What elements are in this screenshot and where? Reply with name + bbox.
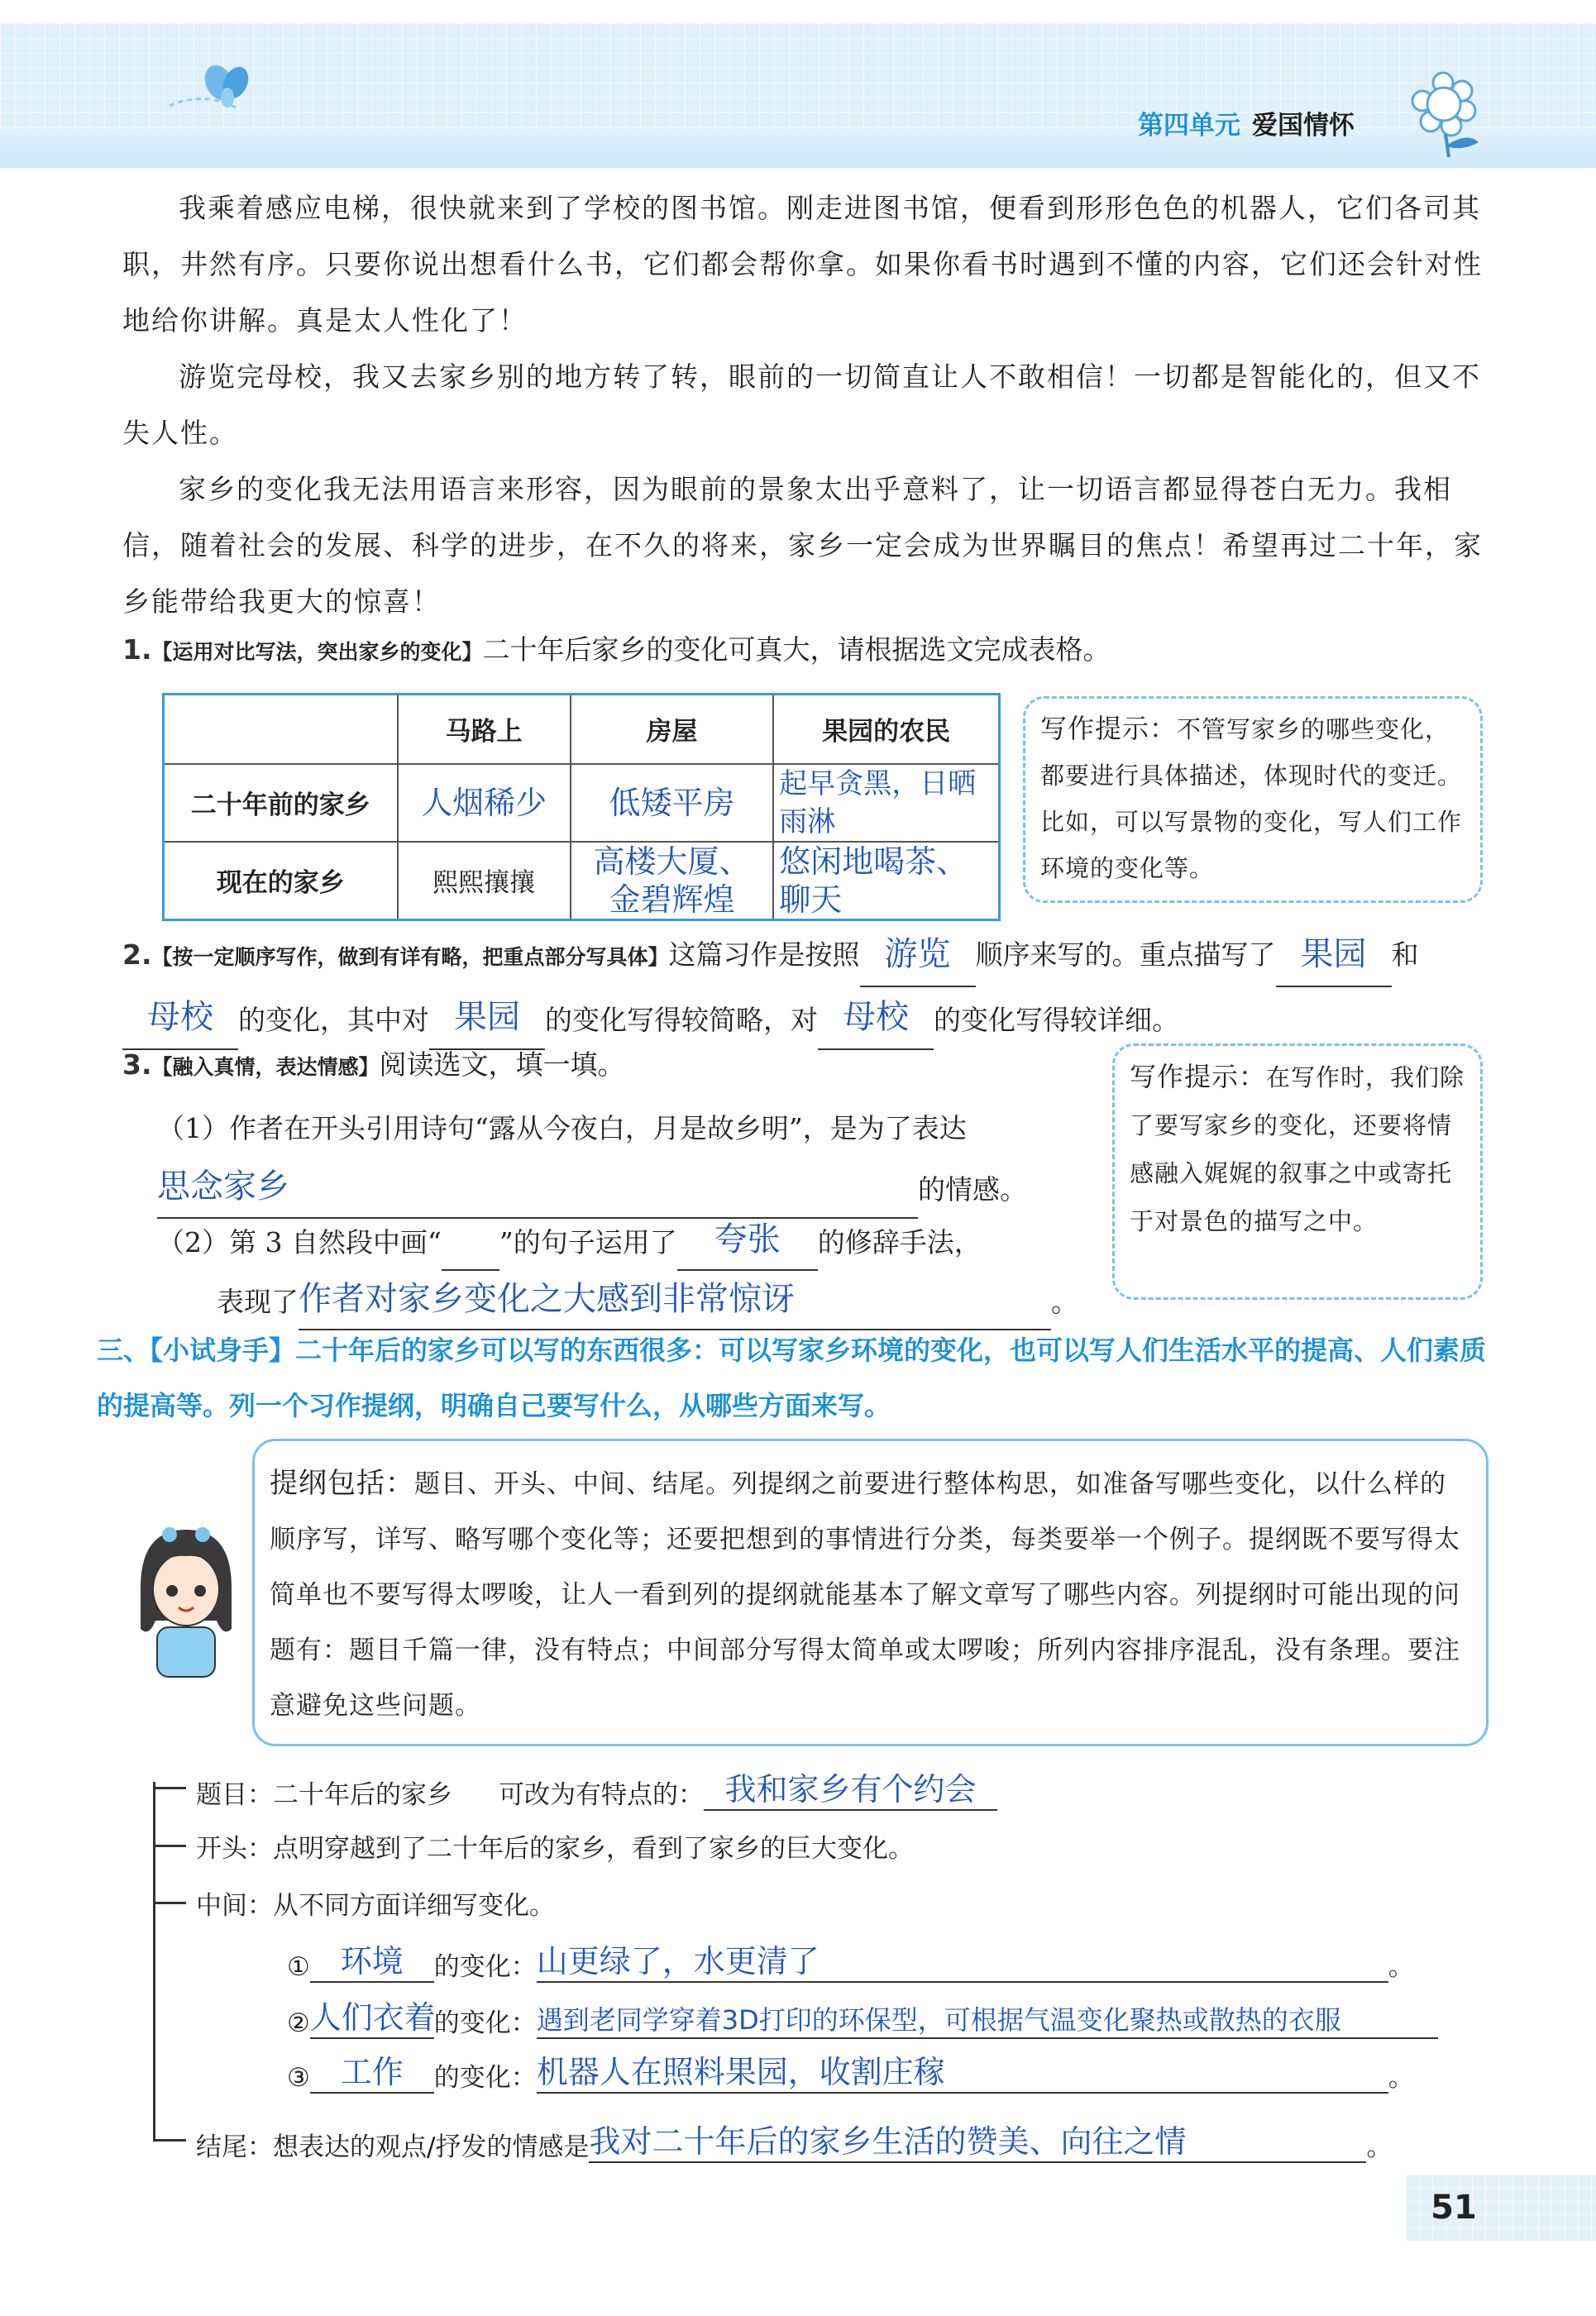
answer-blank: 山更绿了，水更清了 xyxy=(536,1943,820,1979)
guide-text: 题目、开头、中间、结尾。列提纲之前要进行整体构思，如准备写哪些变化，以什么样的顺序写，详写、略写哪个变化等；还要把想到的事情进行分类，每类要举一个例子。提纲既不要写得太简单也不要写得太啰唆，让人一看到列的提纲就能基本了解文章写了哪些内容。列提纲时可能出现的问题有：题目千篇一律，没有特点；中间部分写得太简单或太啰唆；所列内容排序混乱，没有条理。要注意避免这些问题。 xyxy=(270,1469,1460,1721)
unit-title xyxy=(1138,104,1355,141)
item-text: 的变化： xyxy=(433,2063,537,2093)
item-text: 的变化： xyxy=(433,2008,537,2038)
tree-branch xyxy=(153,2139,186,2142)
item-mark: ③ xyxy=(287,2063,310,2093)
answer-cell: 起早贪黑，日晒雨淋 xyxy=(779,766,977,838)
answer-blank: 我和家乡有个约会 xyxy=(724,1771,977,1807)
question-text: 这篇习作是按照 xyxy=(668,938,860,971)
tree-branch xyxy=(153,1902,186,1904)
answer-blank: 果园 xyxy=(1300,935,1367,973)
answer-blank: 环境 xyxy=(340,1943,404,1979)
guide-label: 提纲包括： xyxy=(270,1467,414,1500)
tip-label: 写作提示： xyxy=(1040,713,1178,744)
passage-paragraph: 我乘着感应电梯，很快就来到了学校的图书馆。刚走进图书馆，便看到形形色色的机器人，它们各司其职，井然有序。只要你说出想看什么书，它们都会帮你拿。如果你看书时遇到不懂的内容，它们还会针对性地给你讲解。真是太人性化了！ xyxy=(122,192,1483,337)
outline-text: 想表达的观点/抒发的情感是 xyxy=(273,2132,590,2162)
answer-cell: 人烟稀少 xyxy=(421,784,547,821)
outline-label: 开头： xyxy=(196,1834,273,1864)
answer-blank: 思念家乡 xyxy=(157,1168,289,1206)
tree-branch xyxy=(153,1845,186,1847)
outline-text: 从不同方面详细写变化。 xyxy=(273,1891,555,1921)
tree-branch xyxy=(153,1787,186,1789)
answer-blank: 果园 xyxy=(454,998,520,1036)
answer-blank: 遇到老同学穿着3D打印的环保型，可根据气温变化聚热或散热的衣服 xyxy=(536,2004,1341,2036)
outline-item xyxy=(287,1992,1438,2039)
question-3-part-2 xyxy=(157,1211,1092,1330)
answer-blank: 机器人在照料果园，收割庄稼 xyxy=(536,2054,945,2090)
sunflower-icon xyxy=(1406,68,1497,159)
tip-text: 不管写家乡的哪些变化，都要进行具体描述，体现时代的变迁。比如，可以写景物的变化，写人们工作环境的变化等。 xyxy=(1040,715,1463,882)
outline-text: 点明穿越到了二十年后的家乡，看到了家乡的巨大变化。 xyxy=(273,1834,914,1864)
unit-label: 第四单元 xyxy=(1138,111,1240,141)
table-row xyxy=(164,842,1000,920)
section-3 xyxy=(97,1323,1503,1434)
section-text: 二十年后的家乡可以写的东西很多：可以写家乡环境的变化，也可以写人们生活水平的提高、人们素质的提高等。列一个习作提纲，明确自己要写什么，从哪些方面来写。 xyxy=(97,1335,1487,1421)
question-tag: 【按一定顺序写作，做到有详有略，把重点部分写具体】 xyxy=(151,945,669,969)
outline-label: 结尾： xyxy=(196,2132,273,2162)
question-3-part-1 xyxy=(157,1100,1083,1219)
item-mark: ① xyxy=(287,1952,310,1982)
table-header: 马路上 xyxy=(398,695,571,764)
outline-guide-box xyxy=(252,1439,1488,1746)
outline-text: 可改为有特点的： xyxy=(499,1780,704,1810)
question-text: 和 xyxy=(1391,938,1419,971)
question-text: 。 xyxy=(1051,1286,1078,1318)
passage xyxy=(122,180,1495,630)
question-2 xyxy=(122,924,1495,1050)
answer-blank: 游览 xyxy=(884,935,951,973)
passage-paragraph: 游览完母校，我又去家乡别的地方转了转，眼前的一切简直让人不敢相信！一切都是智能化的，但又不失人性。 xyxy=(122,361,1481,449)
tree-trunk xyxy=(153,1782,155,2142)
question-1 xyxy=(122,628,1111,667)
answer-cell: 悠闲地喝茶、聊天 xyxy=(779,843,968,918)
table-header xyxy=(164,695,398,764)
answer-cell: 低矮平房 xyxy=(609,784,735,821)
row-label: 二十年前的家乡 xyxy=(164,764,398,842)
outline-opening-row xyxy=(196,1827,914,1865)
question-number: 2. xyxy=(122,938,152,971)
table-header-row xyxy=(164,695,1000,764)
tip-text: 在写作时，我们除了要写家乡的变化，还要将情感融入娓娓的叙事之中或寄托于对景色的描写之中。 xyxy=(1130,1063,1465,1235)
answer-blank: 人们衣着 xyxy=(309,1999,436,2036)
outline-label: 中间： xyxy=(196,1891,273,1921)
answer-cell: 高楼大厦、金碧辉煌 xyxy=(593,843,751,918)
question-text: （2）第 3 自然段中画“ xyxy=(157,1226,442,1258)
row-label: 现在的家乡 xyxy=(164,842,398,920)
question-text: 的情感。 xyxy=(918,1173,1027,1206)
outline-text: 二十年后的家乡 xyxy=(273,1780,452,1810)
question-text: 的变化写得较简略，对 xyxy=(545,1004,818,1036)
question-text: ”的句子运用了 xyxy=(499,1226,677,1258)
answer-blank: 夸张 xyxy=(714,1220,781,1258)
answer-blank: 母校 xyxy=(843,998,909,1036)
outline-item xyxy=(287,1936,1414,1983)
outline-item xyxy=(287,2046,1414,2094)
outline-label: 题目： xyxy=(196,1780,273,1810)
item-text: 。 xyxy=(1388,1952,1414,1982)
question-text: 顺序来写的。重点描写了 xyxy=(975,938,1276,971)
question-text: 二十年后家乡的变化可真大，请根据选文完成表格。 xyxy=(482,633,1111,666)
answer-blank: 母校 xyxy=(147,998,213,1036)
answer-blank: 我对二十年后的家乡生活的赞美、向往之情 xyxy=(589,2123,1187,2160)
outline-tree xyxy=(153,1771,1509,2162)
butterfly-icon xyxy=(170,58,260,124)
answer-blank: 工作 xyxy=(340,2054,404,2090)
tip-label: 写作提示： xyxy=(1130,1061,1267,1092)
question-number: 1. xyxy=(122,633,152,666)
passage-paragraph: 家乡的变化我无法用语言来形容，因为眼前的景象太出乎意料了，让一切语言都显得苍白无力。我相信，随着社会的发展、科学的进步，在不久的将来，家乡一定会成为世界瞩目的焦点！希望再过二十年，家乡能带给我更大的惊喜！ xyxy=(122,473,1483,618)
page-number: 51 xyxy=(1431,2189,1477,2227)
question-tag: 【运用对比写法，突出家乡的变化】 xyxy=(151,640,483,664)
printed-cell: 熙熙攘攘 xyxy=(432,868,536,898)
question-3 xyxy=(122,1043,625,1082)
header-bar xyxy=(0,131,1596,168)
question-text: 的变化，其中对 xyxy=(238,1004,429,1036)
answer-blank: 作者对家乡变化之大感到非常惊讶 xyxy=(299,1280,795,1318)
outline-text: 。 xyxy=(1366,2132,1393,2162)
outline-title-row xyxy=(196,1764,997,1811)
question-number: 3. xyxy=(122,1048,152,1081)
item-mark: ② xyxy=(287,2008,310,2038)
section-tag: 【小试身手】 xyxy=(150,1335,296,1366)
outline-middle-row xyxy=(196,1884,555,1922)
question-text: 阅读选文，填一填。 xyxy=(379,1048,625,1081)
comparison-table xyxy=(162,693,1001,921)
girl-illustration xyxy=(124,1521,248,1679)
unit-theme: 爱国情怀 xyxy=(1252,111,1355,141)
item-text: 。 xyxy=(1388,2063,1414,2093)
writing-tip-1 xyxy=(1023,696,1483,903)
question-tag: 【融入真情，表达情感】 xyxy=(151,1055,380,1079)
question-text: 的修辞手法， xyxy=(817,1226,982,1258)
writing-tip-2 xyxy=(1112,1043,1483,1300)
table-row xyxy=(164,764,1000,842)
item-text: 的变化： xyxy=(433,1952,537,1982)
table-header: 房屋 xyxy=(571,695,773,764)
question-text: 的变化写得较详细。 xyxy=(934,1004,1179,1036)
question-text: 表现了 xyxy=(217,1286,299,1318)
question-text: （1）作者在开头引用诗句“露从今夜白，月是故乡明”，是为了表达 xyxy=(157,1112,967,1144)
table-header: 果园的农民 xyxy=(773,695,999,764)
section-number: 三、 xyxy=(97,1335,151,1366)
outline-ending-row xyxy=(196,2116,1392,2163)
